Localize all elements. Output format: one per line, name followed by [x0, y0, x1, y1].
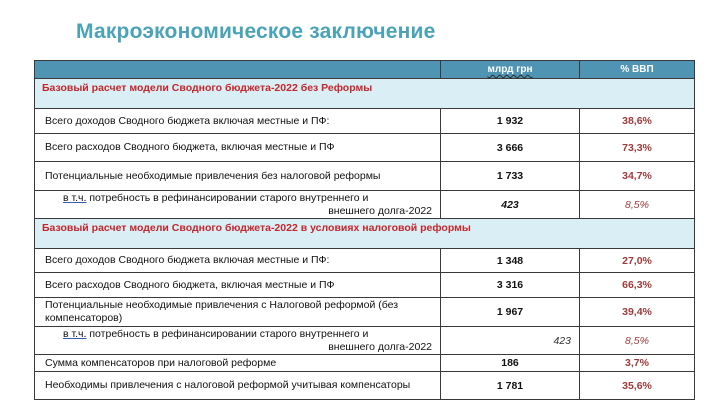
header-gdp-cell: % ВВП: [580, 61, 695, 79]
section-title: Базовый расчет модели Сводного бюджета-2022 в условиях налоговой реформы: [35, 219, 695, 249]
table-row: [35, 355, 695, 372]
row-value: 3 666: [441, 134, 580, 162]
subrow-prefix: в т.ч.: [63, 191, 87, 204]
row-percent: 27,0%: [580, 249, 695, 273]
table-row: [35, 162, 695, 191]
row-percent: 3,7%: [580, 355, 695, 372]
section-title: Базовый расчет модели Сводного бюджета-2022 без Реформы: [35, 79, 695, 109]
table-subrow: [35, 191, 695, 219]
table-row: [35, 372, 695, 400]
subrow-prefix: в т.ч.: [63, 327, 87, 340]
subrow-percent: 8,5%: [580, 327, 695, 355]
row-percent: 39,4%: [580, 298, 695, 327]
table-row: [35, 298, 695, 327]
section-header-row: [35, 79, 695, 109]
row-percent: 34,7%: [580, 162, 695, 191]
row-label: Потенциальные необходимые привлечения без налоговой реформы: [35, 162, 441, 191]
table-row: [35, 134, 695, 162]
subrow-label: в т.ч. потребность в рефинансировании старого внутреннего и внешнего долга-2022: [35, 191, 441, 219]
row-label: Сумма компенсаторов при налоговой реформе: [35, 355, 441, 372]
subrow-percent: 8,5%: [580, 191, 695, 219]
subrow-value: 423: [441, 191, 580, 219]
row-percent: 38,6%: [580, 109, 695, 134]
row-label: Необходимы привлечения с налоговой реформой учитывая компенсаторы: [35, 372, 441, 400]
row-value: 3 316: [441, 273, 580, 298]
row-value: 1 348: [441, 249, 580, 273]
row-label: Всего расходов Сводного бюджета, включая местные и ПФ: [35, 273, 441, 298]
header-blank-cell: [35, 61, 441, 79]
table-row: [35, 249, 695, 273]
row-value: 186: [441, 355, 580, 372]
page-title: Макроэкономическое заключение: [76, 20, 436, 43]
row-value: 1 733: [441, 162, 580, 191]
row-label: Всего доходов Сводного бюджета включая местные и ПФ:: [35, 249, 441, 273]
subrow-value: 423: [441, 327, 580, 355]
row-label: Всего доходов Сводного бюджета включая местные и ПФ:: [35, 109, 441, 134]
row-percent: 35,6%: [580, 372, 695, 400]
row-value: 1 932: [441, 109, 580, 134]
header-mlrd-cell: млрд грн: [441, 61, 580, 79]
section-header-row: [35, 219, 695, 249]
table-row: [35, 273, 695, 298]
row-percent: 66,3%: [580, 273, 695, 298]
budget-table: [34, 60, 695, 400]
row-value: 1 781: [441, 372, 580, 400]
subrow-label: в т.ч. потребность в рефинансировании старого внутреннего и внешнего долга-2022: [35, 327, 441, 355]
table-row: [35, 109, 695, 134]
row-label: Потенциальные необходимые привлечения с Налоговой реформой (без компенсаторов): [35, 298, 441, 327]
row-percent: 73,3%: [580, 134, 695, 162]
row-label: Всего расходов Сводного бюджета, включая местные и ПФ: [35, 134, 441, 162]
row-value: 1 967: [441, 298, 580, 327]
table-header-row: [35, 61, 695, 79]
table-subrow: [35, 327, 695, 355]
